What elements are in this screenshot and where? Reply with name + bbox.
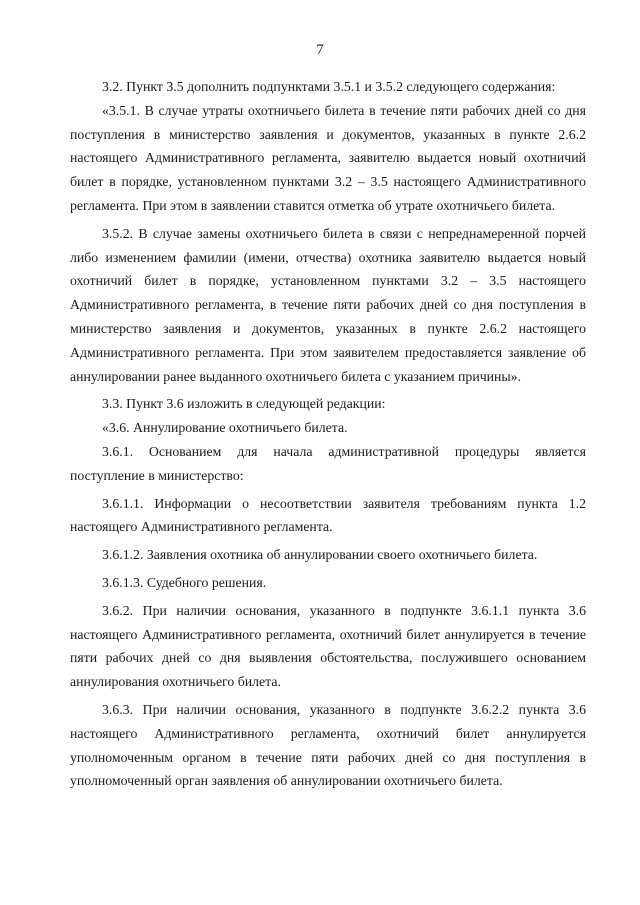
paragraph-3-5-1: «3.5.1. В случае утраты охотничьего билета в течение пяти рабочих дней со дня поступления в министерство заявления и документов, указанных в пункте 2.6.2 настоящего Административного регламента, заявителю выдается новый охотничий билет в порядке, установленном пунктами 3.2 – 3.5 настоящего Административного регламента. При этом в заявлении ставится отметка об утрате охотничьего билета.	[70, 102, 586, 213]
document-body	[70, 75, 586, 793]
paragraph-3-5-2: 3.5.2. В случае замены охотничьего билета в связи с непреднамеренной порчей либо изменением фамилии (имени, отчества) охотника заявителю выдается новый охотничий билет в порядке, установленном пунктами 3.2 – 3.5 настоящего Административного регламента, в течение пяти рабочих дней со дня поступления в министерство заявления и документов, указанных в пункте 2.6.2 настоящего Административного регламента. При этом заявителем предоставляется заявление об аннулировании ранее выданного охотничьего билета с указанием причины».	[70, 225, 586, 384]
paragraph-3-6-3: 3.6.3. При наличии основания, указанного в подпункте 3.6.2.2 пункта 3.6 настоящего Административного регламента, охотничий билет аннулируется уполномоченным органом в течение пяти рабочих дней со дня поступления в уполномоченный орган заявления об аннулировании охотничьего билета.	[70, 701, 586, 789]
paragraph-3-6-1-3: 3.6.1.3. Судебного решения.	[102, 574, 267, 590]
page-number: 7	[316, 42, 324, 58]
paragraph-3-6-2: 3.6.2. При наличии основания, указанного в подпункте 3.6.1.1 пункта 3.6 настоящего Административного регламента, охотничий билет аннулируется в течение пяти рабочих дней со дня выявления обстоятельства, послужившего основанием аннулирования охотничьего билета.	[70, 602, 586, 690]
paragraph-3-6-1: 3.6.1. Основанием для начала административной процедуры является поступление в министерство:	[70, 443, 586, 483]
paragraph-3-2: 3.2. Пункт 3.5 дополнить подпунктами 3.5.1 и 3.5.2 следующего содержания:	[102, 79, 556, 94]
paragraph-3-3: 3.3. Пункт 3.6 изложить в следующей редакции:	[102, 396, 386, 412]
paragraph-3-6-title: «3.6. Аннулирование охотничьего билета.	[102, 420, 348, 436]
paragraph-3-6-1-1: 3.6.1.1. Информации о несоответствии заявителя требованиям пункта 1.2 настоящего Административного регламента.	[70, 495, 586, 535]
paragraph-3-6-1-2: 3.6.1.2. Заявления охотника об аннулировании своего охотничьего билета.	[102, 547, 538, 563]
